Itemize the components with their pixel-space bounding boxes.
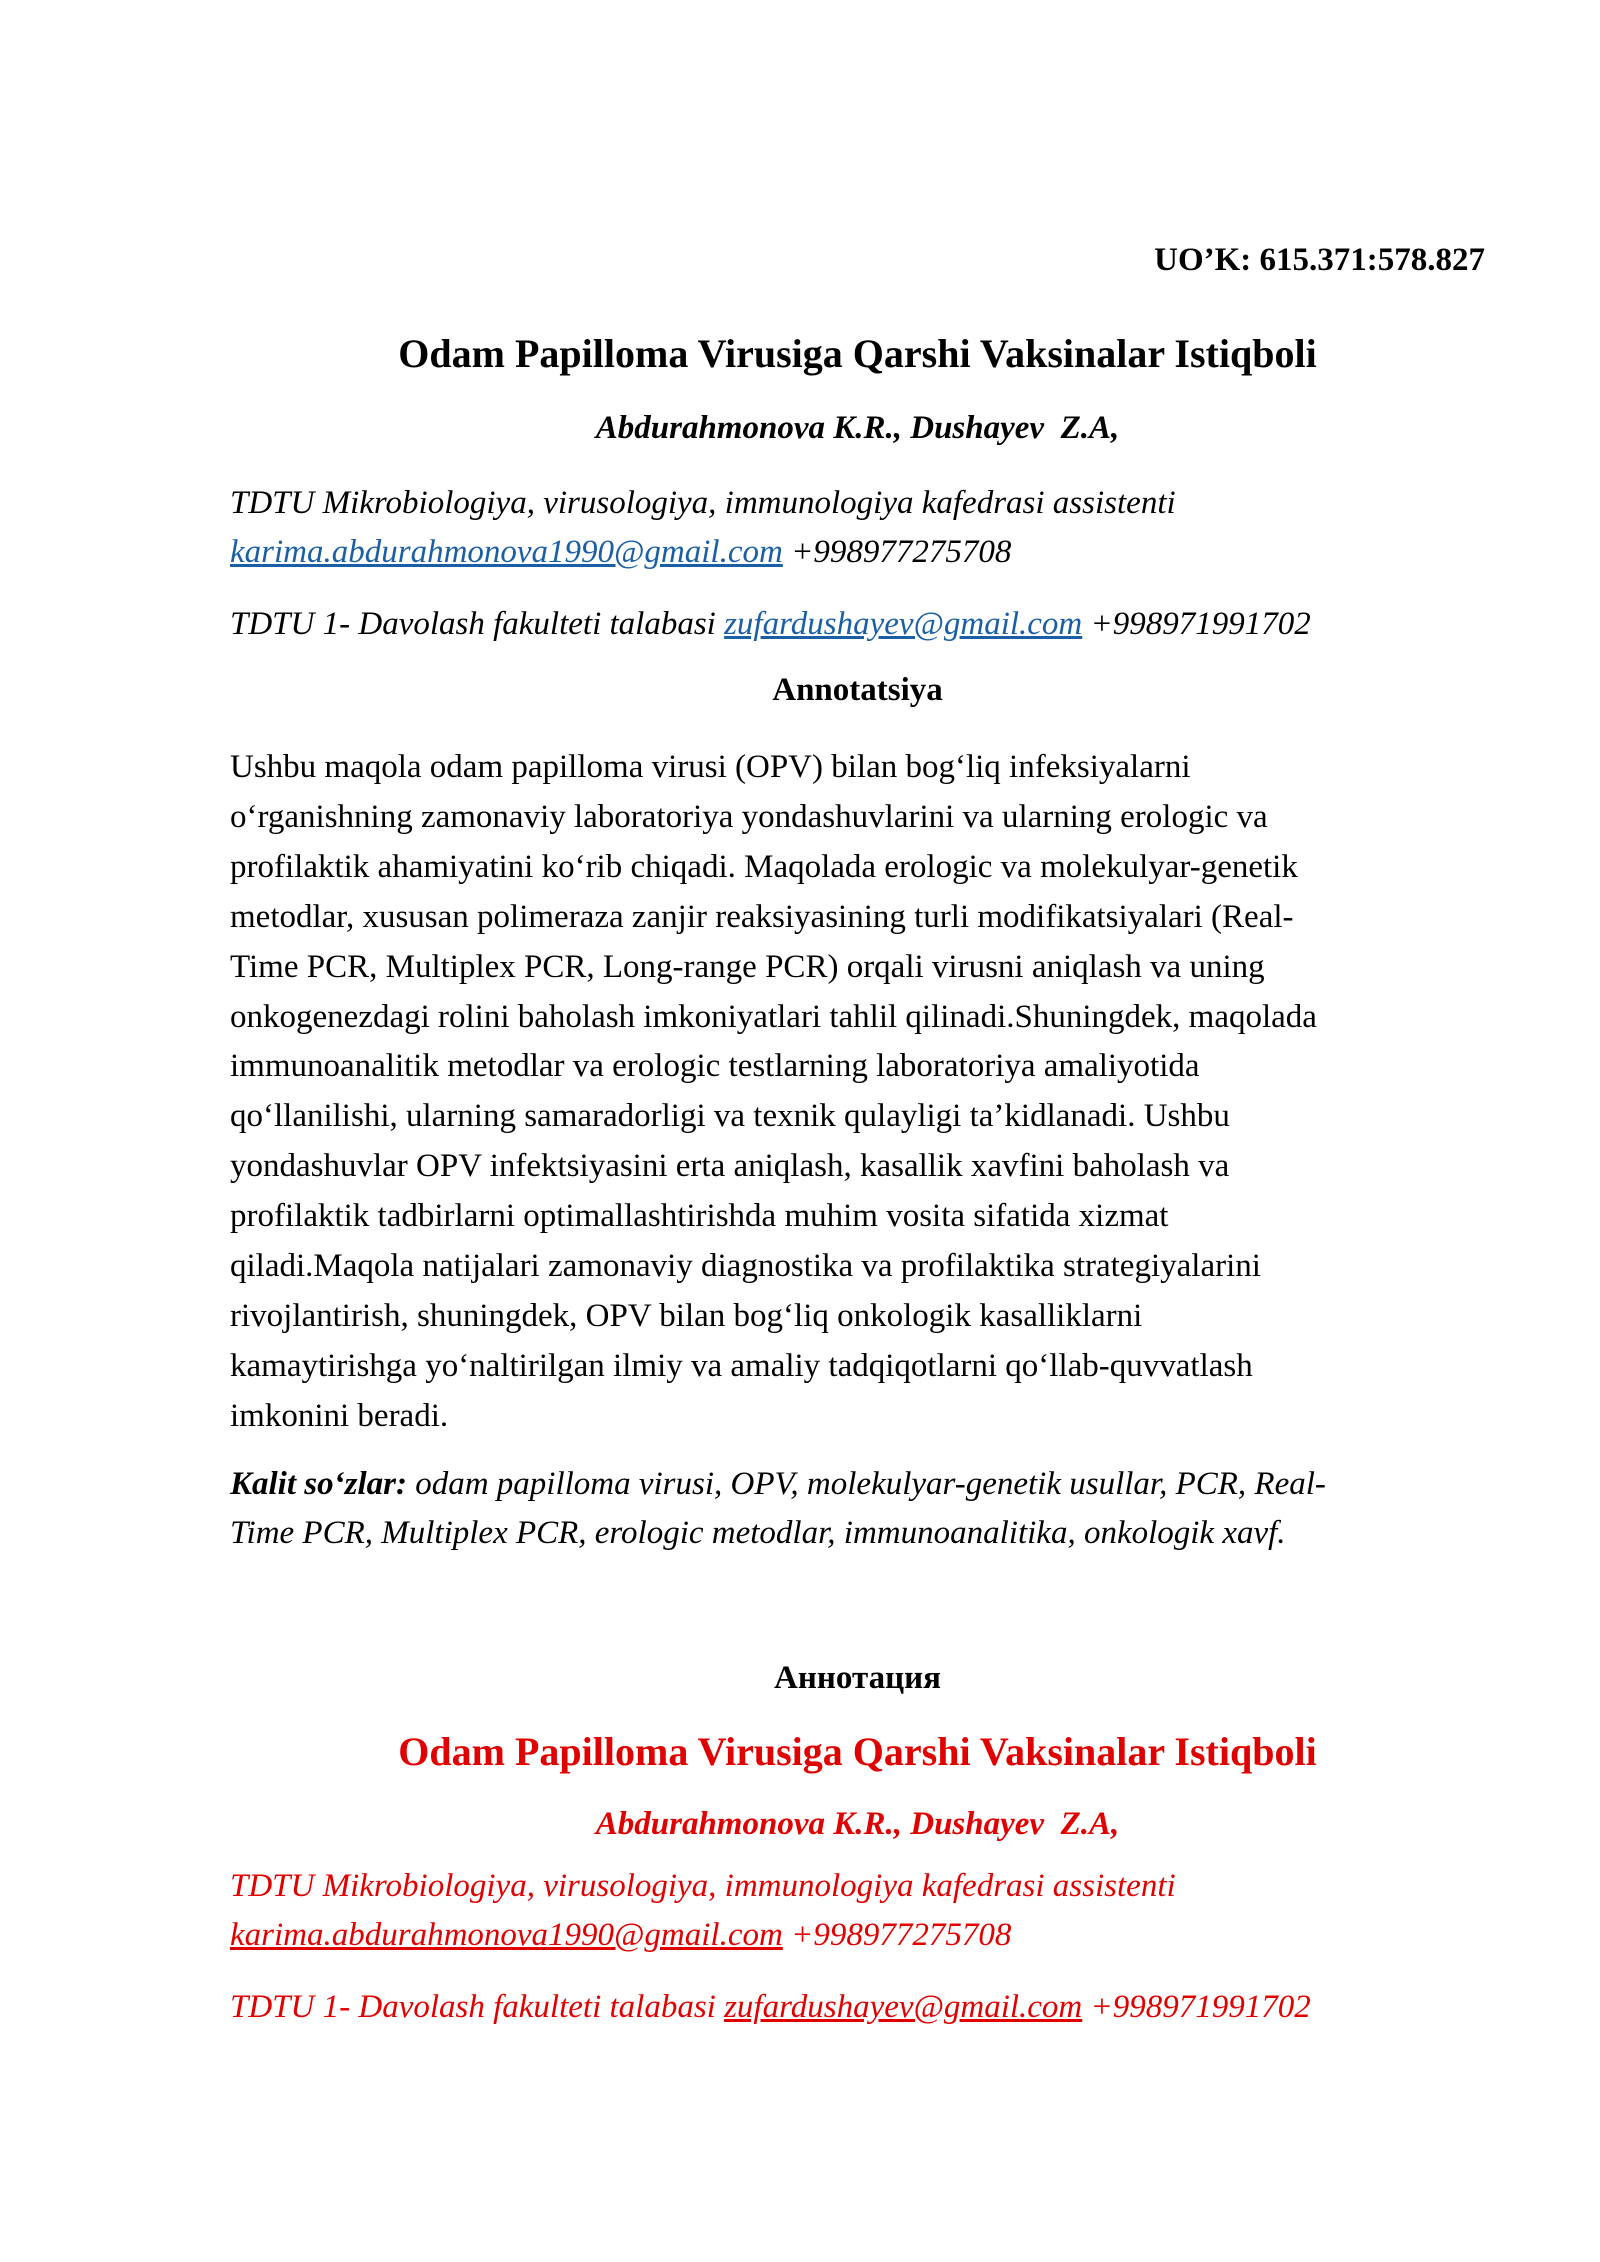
abstract-line: metodlar, xususan polimeraza zanjir reaksiyasining turli modifikatsiyalari (Real- bbox=[230, 898, 1294, 935]
affiliation-2-email-link[interactable]: zufardushayev@gmail.com bbox=[724, 606, 1083, 642]
affiliation-2-phone-repeat: +998971991702 bbox=[1090, 1989, 1311, 2025]
abstract-line: o‘rganishning zamonaviy laboratoriya yondashuvlarini va ularning erologic va bbox=[230, 798, 1268, 835]
affiliation-1-email-link-repeat[interactable]: karima.abdurahmonova1990@gmail.com bbox=[230, 1917, 783, 1953]
abstract-line: qiladi.Maqola natijalari zamonaviy diagnostika va profilaktika strategiyalarini bbox=[230, 1248, 1261, 1285]
abstract-line: immunoanalitik metodlar va erologic testlarning laboratoriya amaliyotida bbox=[230, 1048, 1200, 1085]
keywords-list-part-2: Time PCR, Multiplex PCR, erologic metodlar, immunoanalitika, onkologik xavf. bbox=[230, 1515, 1286, 1551]
affiliation-2-text-repeat: TDTU 1- Davolash fakulteti talabasi bbox=[230, 1989, 716, 2025]
article-title: Odam Papilloma Virusiga Qarshi Vaksinalar Istiqboli bbox=[398, 331, 1317, 376]
annotation-heading: Annotatsiya bbox=[772, 672, 943, 708]
abstract-line: qo‘llanilishi, ularning samaradorligi va texnik qulayligi ta’kidlanadi. Ushbu bbox=[230, 1098, 1230, 1135]
abstract-line: rivojlantirish, shuningdek, OPV bilan bog‘liq onkologik kasalliklarni bbox=[230, 1297, 1143, 1334]
abstract-line: Ushbu maqola odam papilloma virusi (OPV) bilan bog‘liq infeksiyalarni bbox=[230, 749, 1191, 785]
authors-repeat: Abdurahmonova K.R., Dushayev Z.A, bbox=[595, 1806, 1120, 1842]
abstract-line: Time PCR, Multiplex PCR, Long-range PCR) orqali virusni aniqlash va uning bbox=[230, 948, 1265, 985]
keywords-line-1 bbox=[230, 1460, 1485, 1509]
keywords-label: Kalit so‘zlar: bbox=[230, 1466, 407, 1502]
affiliation-1-phone: +998977275708 bbox=[791, 534, 1012, 570]
affiliation-2-text: TDTU 1- Davolash fakulteti talabasi bbox=[230, 606, 716, 642]
affiliation-1-phone-repeat: +998977275708 bbox=[791, 1917, 1012, 1953]
affiliation-1-text-repeat: TDTU Mikrobiologiya, virusologiya, immunologiya kafedrasi assistenti bbox=[230, 1868, 1176, 1904]
affiliation-1-text: TDTU Mikrobiologiya, virusologiya, immunologiya kafedrasi assistenti bbox=[230, 485, 1176, 521]
udc-code: UO’K: 615.371:578.827 bbox=[1154, 242, 1485, 278]
article-title-repeat: Odam Papilloma Virusiga Qarshi Vaksinalar Istiqboli bbox=[398, 1729, 1317, 1774]
abstract-line: profilaktik ahamiyatini ko‘rib chiqadi. Maqolada erologic va molekulyar-genetik bbox=[230, 848, 1298, 885]
affiliation-2-email-link-repeat[interactable]: zufardushayev@gmail.com bbox=[724, 1989, 1083, 2025]
abstract-line: onkogenezdagi rolini baholash imkoniyatlari tahlil qilinadi.Shuningdek, maqolada bbox=[230, 998, 1317, 1035]
affiliation-1 bbox=[230, 479, 1485, 577]
affiliation-2 bbox=[230, 600, 1485, 649]
affiliation-1-email-link[interactable]: karima.abdurahmonova1990@gmail.com bbox=[230, 534, 783, 570]
affiliation-2-repeat bbox=[230, 1983, 1485, 2032]
abstract-line: imkonini beradi. bbox=[230, 1397, 449, 1434]
keywords-list-part-1: odam papilloma virusi, OPV, molekulyar-genetik usullar, PCR, Real- bbox=[406, 1466, 1326, 1502]
russian-annotation-heading: Аннотация bbox=[774, 1660, 941, 1696]
abstract-line: profilaktik tadbirlarni optimallashtirishda muhim vosita sifatida xizmat bbox=[230, 1198, 1169, 1235]
abstract-text bbox=[230, 743, 1485, 1442]
abstract-line: yondashuvlar OPV infektsiyasini erta aniqlash, kasallik xavfini baholash va bbox=[230, 1148, 1230, 1185]
affiliation-2-phone: +998971991702 bbox=[1090, 606, 1311, 642]
authors: Abdurahmonova K.R., Dushayev Z.A, bbox=[595, 410, 1120, 446]
keywords bbox=[230, 1460, 1485, 1558]
abstract-line: kamaytirishga yo‘naltirilgan ilmiy va amaliy tadqiqotlarni qo‘llab-quvvatlash bbox=[230, 1347, 1253, 1384]
affiliation-1-repeat bbox=[230, 1862, 1485, 1960]
